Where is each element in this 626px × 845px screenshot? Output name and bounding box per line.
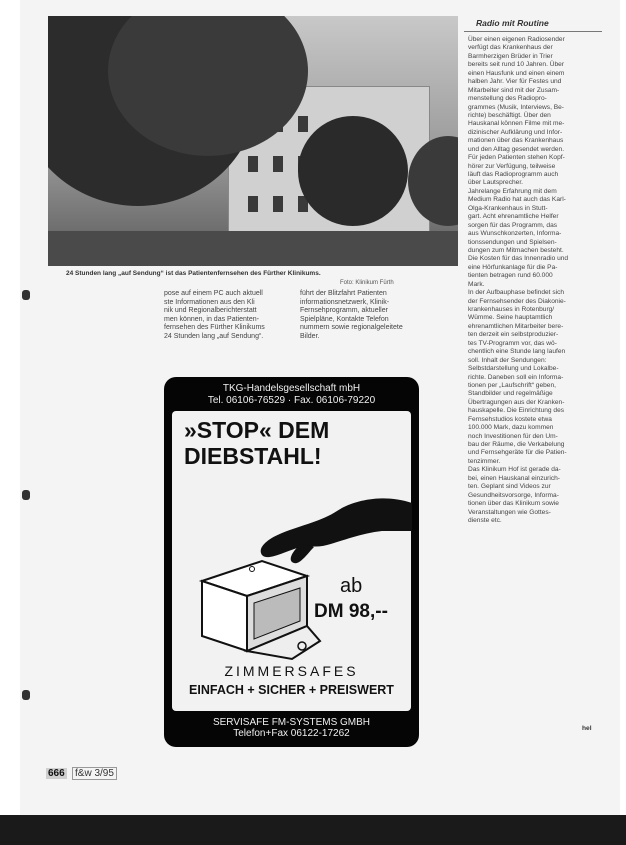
ad-phone-top: Tel. 06106-76529 · Fax. 06106-79220 [207, 395, 376, 406]
ad-product: ZIMMERSAFES [224, 663, 359, 679]
window [273, 156, 283, 172]
ad-headline-2: DIEBSTAHL! [184, 443, 322, 469]
punch-hole [22, 490, 30, 500]
issue-label: f&w 3/95 [72, 767, 117, 780]
ad-phone-bottom: Telefon+Fax 06122-17262 [233, 728, 350, 739]
ad-company-top: TKG-Handelsgesellschaft mbH [222, 383, 361, 394]
heading-rule [464, 31, 602, 32]
ad-panel [172, 411, 411, 711]
price: DM 98,-- [314, 601, 388, 622]
photo-credit: Foto: Klinikum Fürth [340, 280, 394, 286]
ad-footer [164, 717, 419, 739]
safe-advertisement [164, 377, 419, 747]
page-margin [0, 0, 20, 845]
article-column-right: Über einen eigenen Radiosender verfügt das Krankenhaus der Barmherzigen Brüder in Trier bereits seit rund 10 Jahren. Über einen Hausfunk und einen einem halben Jahr. Vier für Festes und Mitarbeiter sind mit der Zusam- menstellung des Radiopro- grammes (Musik, Interviews, Be- richte) beschäftigt. Über den Hauskanal können Filme mit me- dizinischer Aufklärung und Infor- mationen über das Krankenhaus und den Alltag gesendet werden. Für jeden Patienten stehen Kopf- hörer zur Verfügung, teilweise läuft das Radioprogramm auch über Lautsprecher. Jahrelange Erfahrung mit dem Medium Radio hat auch das Karl- Olga-Krankenhaus in Stutt- gart. Acht ehrenamtliche Helfer sorgen für das Programm, das aus Wunschkonzerten, Informa- tionssendungen und Spielsen- dungen zum Mitmachen besteht. Die Kosten für das Innenradio und eine Hörfunkanlage für die Pa- tienten betragen rund 60.000 Mark. In der Aufbauphase befindet sich der Fernsehsender des Diakonie- krankenhauses in Rotenburg/ Wümme. Seine hauptamtlich ehrenamtlichen Mitarbeiter bere- ten derzeit ein selbstproduzier- tes TV-Programm vor, das wö- chentlich eine Stunde lang laufen soll. Inhalt der Sendungen: Selbstdarstellung und Lokalbe- richte. Daneben soll ein Informa- tionen per „Laufschrift“ geben, Standbilder und regelmäßige Übertragungen aus der Kranken- hauskapelle. Die Einrichtung des Fernsehstudios kostete etwa 100.000 Mark, dazu kommen noch Investitionen für den Um- bau der Räume, die Verkabelung und Fernsehgeräte für die Patien- tenzimmer. Das Klinikum Hof ist gerade da- bei, einen Hauskanal einzurich- ten. Geplant sind Videos zur Gesundheitsvorsorge, Informa- tionen über das Klinikum sowie Veranstaltungen wie Gottes- dienste etc. [468, 36, 569, 524]
tree [298, 116, 408, 226]
punch-hole [22, 290, 30, 300]
section-heading: Radio mit Routine [476, 18, 549, 28]
ad-header [164, 383, 419, 407]
price-prefix: ab [340, 575, 363, 597]
punch-hole [22, 690, 30, 700]
ad-company-bottom: SERVISAFE FM-SYSTEMS GMBH [212, 717, 371, 728]
author-signature: hel [582, 725, 592, 732]
page-number: 666 [48, 768, 65, 779]
ad-headline-1: »STOP« DEM [184, 417, 330, 443]
ad-slogan: EINFACH + SICHER + PREISWERT [189, 683, 394, 697]
window [273, 196, 283, 212]
scan-edge [0, 815, 626, 845]
safe-icon [192, 551, 322, 661]
window [298, 116, 308, 132]
hospital-photo [48, 16, 458, 266]
photo-caption: 24 Stunden lang „auf Sendung“ ist das Patientenfernsehen des Fürther Klinikums. [66, 270, 321, 277]
article-column-b: führt der Blitzfahrt Patienten informationsnetzwerk, Klinik- Fernsehprogramm, aktueller Spielpläne, Kontakte Telefon nummern sowie regionalgeleitete Bilder. [300, 290, 403, 340]
window [248, 156, 258, 172]
article-column-a: pose auf einem PC auch aktuell ste Informationen aus den Kli nik und Regionalberichterstatt men können, in das Patienten- fernsehen des Fürther Klinikums 24 Stunden lang „auf Sendung“. [164, 290, 265, 340]
lawn [48, 231, 458, 266]
window [248, 196, 258, 212]
